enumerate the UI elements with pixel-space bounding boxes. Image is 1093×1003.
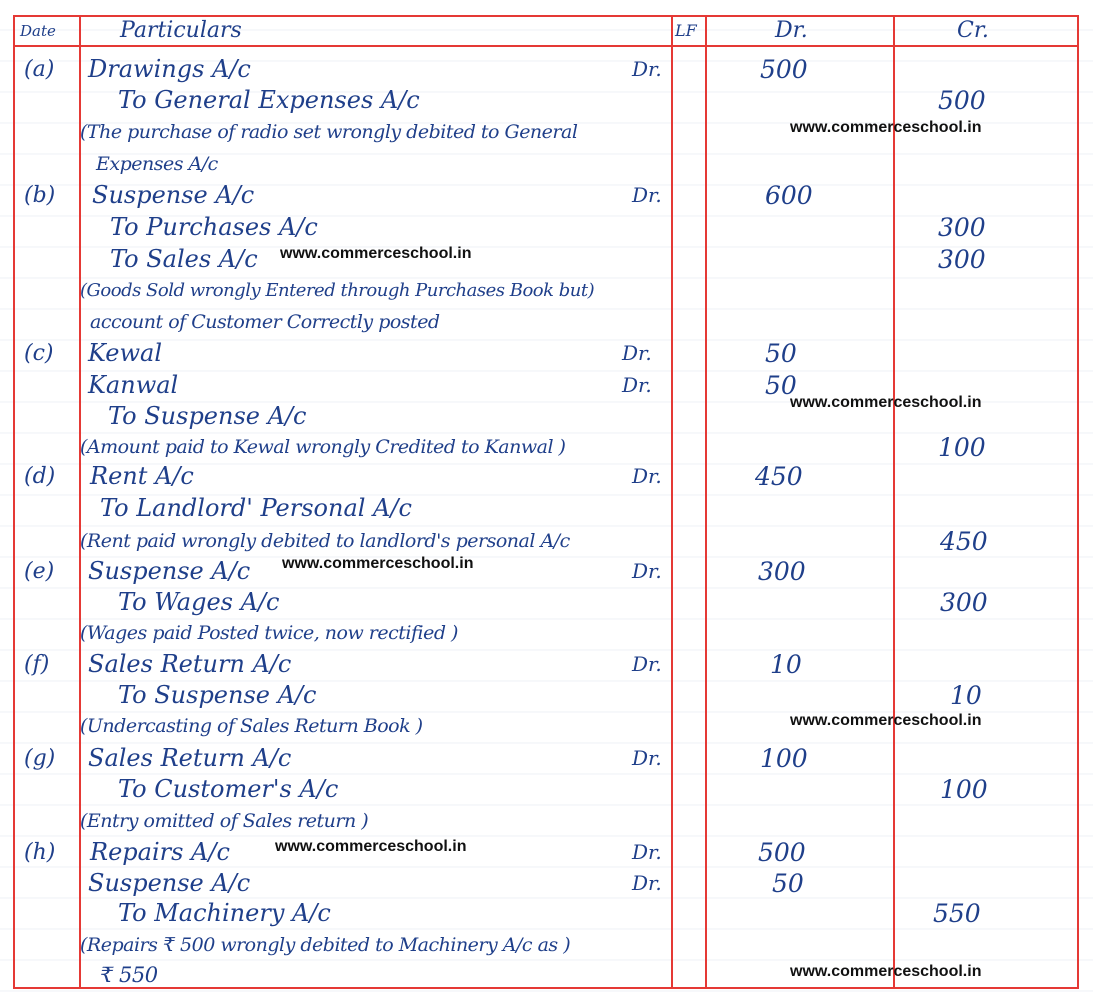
narration-text: (The purchase of radio set wrongly debited to General: [80, 121, 578, 143]
particular-text: Sales Return A/c: [88, 744, 292, 772]
narration-text: (Undercasting of Sales Return Book ): [80, 715, 423, 737]
particular-text: To Suspense A/c: [108, 402, 307, 430]
debit-amount: 500: [760, 55, 808, 84]
particular-text: Rent A/c: [90, 462, 194, 490]
dr-tag: Dr.: [632, 464, 662, 488]
header-underline: [13, 45, 1079, 47]
journal-line: [0, 774, 1093, 805]
journal-line: [0, 338, 1093, 369]
particular-text: To General Expenses A/c: [118, 86, 420, 114]
particular-text: Kewal: [88, 339, 163, 367]
narration-text: ₹ 550: [100, 963, 158, 987]
entry-label: (c): [24, 341, 54, 366]
dr-tag: Dr.: [632, 652, 662, 676]
particular-text: Suspense A/c: [92, 181, 255, 209]
journal-line: [0, 432, 1093, 463]
debit-amount: 300: [758, 557, 806, 586]
credit-amount: 100: [938, 433, 986, 462]
particular-text: To Customer's A/c: [118, 775, 339, 803]
particular-text: To Sales A/c: [110, 245, 258, 273]
journal-line: [0, 680, 1093, 711]
entry-label: (h): [24, 840, 56, 865]
entry-label: (a): [24, 57, 55, 82]
journal-line: [0, 806, 1093, 837]
watermark: www.commerceschool.in: [790, 963, 982, 980]
narration-text: (Goods Sold wrongly Entered through Purchases Book but): [80, 280, 595, 301]
dr-tag: Dr.: [632, 840, 662, 864]
watermark: www.commerceschool.in: [275, 838, 467, 855]
debit-amount: 100: [760, 744, 808, 773]
entry-label: (e): [24, 559, 55, 584]
journal-line: [0, 743, 1093, 774]
watermark: www.commerceschool.in: [282, 555, 474, 572]
particular-text: Sales Return A/c: [88, 650, 292, 678]
particular-text: Suspense A/c: [88, 869, 251, 897]
debit-amount: 450: [755, 462, 803, 491]
journal-line: [0, 149, 1093, 180]
journal-line: [0, 493, 1093, 524]
journal-line: [0, 618, 1093, 649]
credit-amount: 100: [940, 775, 988, 804]
dr-tag: Dr.: [632, 57, 662, 81]
journal-line: [0, 212, 1093, 243]
journal-line: [0, 868, 1093, 899]
watermark: www.commerceschool.in: [790, 712, 982, 729]
journal-line: [0, 556, 1093, 587]
journal-line: [0, 930, 1093, 961]
credit-amount: 300: [938, 213, 986, 242]
dr-tag: Dr.: [622, 341, 652, 365]
entry-label: (d): [24, 464, 56, 489]
credit-amount: 450: [940, 527, 988, 556]
debit-amount: 50: [765, 371, 797, 400]
header-particulars: Particulars: [120, 18, 242, 43]
watermark: www.commerceschool.in: [280, 245, 472, 262]
credit-amount: 300: [938, 245, 986, 274]
journal-line: [0, 275, 1093, 306]
journal-line: [0, 837, 1093, 868]
debit-amount: 600: [765, 181, 813, 210]
particular-text: To Landlord' Personal A/c: [100, 494, 412, 522]
particular-text: Drawings A/c: [88, 55, 251, 83]
header-date: Date: [20, 22, 56, 40]
watermark: www.commerceschool.in: [790, 394, 982, 411]
dr-tag: Dr.: [632, 183, 662, 207]
debit-amount: 500: [758, 838, 806, 867]
narration-text: account of Customer Correctly posted: [90, 311, 440, 333]
watermark: www.commerceschool.in: [790, 119, 982, 136]
journal-line: [0, 244, 1093, 275]
particular-text: Repairs A/c: [90, 838, 230, 866]
entry-label: (b): [24, 183, 56, 208]
journal-line: [0, 54, 1093, 85]
particular-text: To Machinery A/c: [118, 899, 331, 927]
credit-amount: 300: [940, 588, 988, 617]
narration-text: Expenses A/c: [96, 153, 218, 175]
debit-amount: 10: [770, 650, 802, 679]
journal-line: [0, 461, 1093, 492]
header-cr: Cr.: [957, 18, 989, 43]
entry-label: (g): [24, 746, 56, 771]
credit-amount: 10: [950, 681, 982, 710]
narration-text: (Rent paid wrongly debited to landlord's personal A/c: [80, 530, 570, 552]
dr-tag: Dr.: [632, 871, 662, 895]
header-dr: Dr.: [775, 18, 808, 43]
dr-tag: Dr.: [622, 373, 652, 397]
particular-text: To Purchases A/c: [110, 213, 318, 241]
credit-amount: 550: [933, 899, 981, 928]
particular-text: To Suspense A/c: [118, 681, 317, 709]
journal-line: [0, 587, 1093, 618]
narration-text: (Wages paid Posted twice, now rectified ): [80, 622, 458, 644]
particular-text: Suspense A/c: [88, 557, 251, 585]
debit-amount: 50: [772, 869, 804, 898]
journal-line: [0, 180, 1093, 211]
particular-text: To Wages A/c: [118, 588, 280, 616]
dr-tag: Dr.: [632, 746, 662, 770]
narration-text: (Repairs ₹ 500 wrongly debited to Machinery A/c as ): [80, 934, 571, 956]
journal-line: [0, 307, 1093, 338]
journal-line: [0, 85, 1093, 116]
journal-line: [0, 898, 1093, 929]
narration-text: (Entry omitted of Sales return ): [80, 810, 369, 832]
narration-text: (Amount paid to Kewal wrongly Credited to Kanwal ): [80, 436, 566, 458]
journal-line: [0, 649, 1093, 680]
header-lf: LF: [675, 21, 697, 40]
credit-amount: 500: [938, 86, 986, 115]
particular-text: Kanwal: [88, 371, 179, 399]
entry-label: (f): [24, 652, 50, 677]
dr-tag: Dr.: [632, 559, 662, 583]
journal-line: [0, 526, 1093, 557]
debit-amount: 50: [765, 339, 797, 368]
